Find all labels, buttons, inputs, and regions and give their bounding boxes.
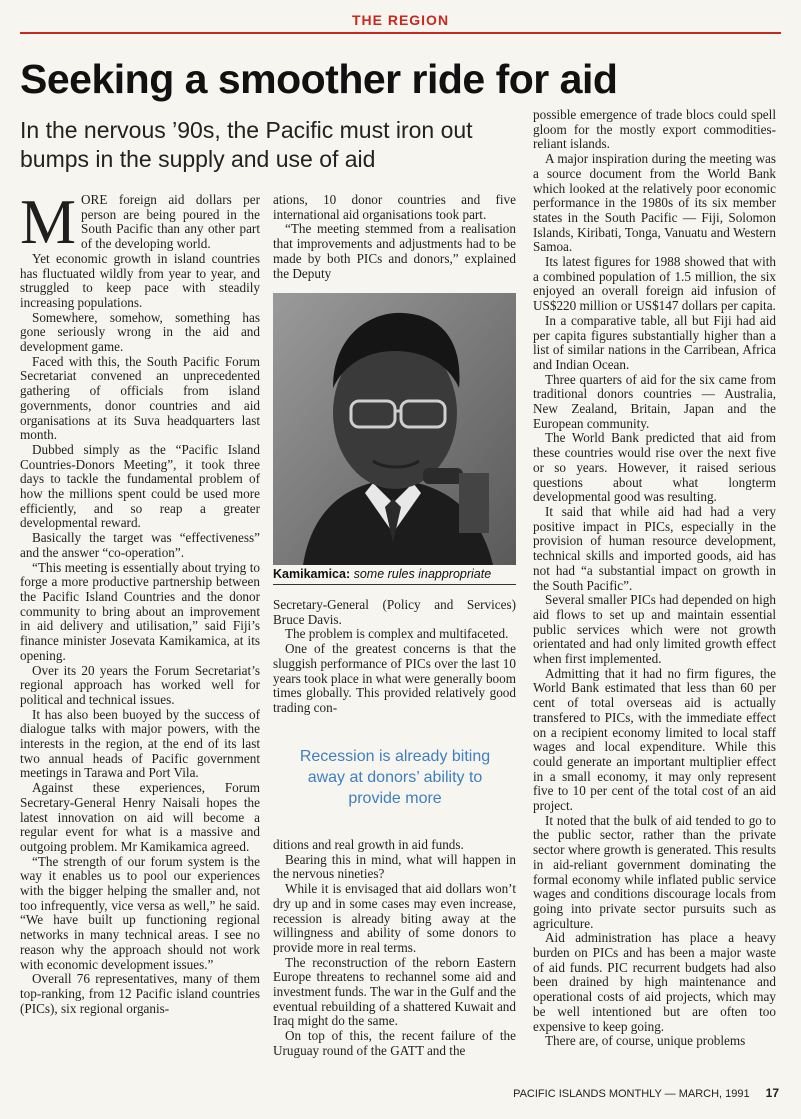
paragraph: Its latest figures for 1988 showed that with a combined population of 1.5 million, the six enjoyed an overall foreign aid infusion of US$220 million or US$147 dollars per capita.: [533, 254, 776, 314]
paragraph: The World Bank predicted that aid from these countries would rise over the next five or so years. However, it raised serious questions about what longterm developmental good was resulting.: [533, 430, 776, 505]
column-2-bottom: [273, 838, 516, 1059]
section-label: THE REGION: [351, 12, 450, 28]
column-2-bottom-body: [273, 838, 516, 1059]
paragraph: “This meeting is essentially about trying to forge a more productive partnership between the Pacific Island Countries and the donor community to bring about an improvement in aid delivery and utilisation,” said Fiji’s finance minister Josevata Kamikamica, at its opening.: [20, 559, 260, 663]
paragraph: ditions and real growth in aid funds.: [273, 837, 464, 852]
paragraph: Yet economic growth in island countries has fluctuated wildly from year to year, and struggled to keep pace with steadily increasing populations.: [20, 250, 260, 310]
lead-paragraph: [20, 187, 260, 257]
paragraph: It has also been buoyed by the success of dialogue talks with major powers, with the interests in the region, at the end of its last two annual heads of Pacific government meetings in Tarawa and Port Vila.: [20, 706, 260, 781]
column-3-body: [533, 108, 776, 1049]
paragraph: The reconstruction of the reborn Eastern Europe threatens to rechannel some aid and investment funds. The war in the Gulf and the eventual rebuilding of a shattered Kuwait and Iraq might do the same.: [273, 954, 516, 1029]
pull-quote: Recession is already biting away at donors’ ability to provide more: [299, 748, 491, 807]
paragraph: Over its 20 years the Forum Secretariat’s regional approach has worked well for political and technical issues.: [20, 662, 260, 707]
paragraph: While it is envisaged that aid dollars won’t dry up and in some cases may even increase, recession is already biting away at the willingness and ability of some donors to provide more in real terms.: [273, 881, 516, 955]
page-footer: [513, 1086, 779, 1100]
paragraph: It said that while aid had had a very positive impact in PICs, especially in the provision of human resource development, technical skills and imported goods, aid has not had “a substantial impact on growth in the South Pacific”.: [533, 503, 776, 593]
paragraph: “The meeting stemmed from a realisation that improvements and adjustments had to be made by both PICs and donors,” explained the Deputy: [273, 221, 516, 281]
portrait-photo: [273, 293, 516, 565]
paragraph: Secretary-General (Policy and Services) Bruce Davis.: [273, 597, 516, 627]
lead-rest: person are being poured in the South Pacific than any other part of the developing world.: [81, 206, 260, 252]
caption-name: Kamikamica:: [273, 567, 351, 581]
paragraph: Admitting that it had no firm figures, the World Bank estimated that less than 60 per cent of total overseas aid is actually transfered to PICs, with the immediate effect on a recipient economy limited to local staff wages and local expenditure. While this could generate an important multiplier effect in a small economy, it may only represent five to 10 per cent of the total cost of an aid project.: [533, 665, 776, 814]
paragraph: In a comparative table, all but Fiji had aid per capita figures substantially higher than a list of similar nations in the Carribean, Africa and Indian Ocean.: [533, 312, 776, 372]
column-1-body: [20, 252, 260, 1017]
paragraph: ations, 10 donor countries and five international aid organisations took part.: [273, 192, 516, 222]
column-2: [273, 193, 516, 281]
paragraph: “The strength of our forum system is the way it enables us to pool our experiences with the bigger helping the smaller and, not too infrequently, vice versa as well,” he said. “We have built up functioning regional networks in many technical areas. I see no reason why the approach should not work with economic development issues.”: [20, 853, 260, 972]
paragraph: Basically the target was “effectiveness” and the answer “co-operation”.: [20, 530, 260, 560]
paragraph: Overall 76 representatives, many of them top-ranking, from 12 Pacific island countries (PICs), six regional organis-: [20, 971, 260, 1016]
paragraph: On top of this, the recent failure of the Uruguay round of the GATT and the: [273, 1028, 516, 1058]
section-rule: [20, 32, 781, 34]
column-3: [533, 108, 776, 1049]
column-2-top: [273, 193, 516, 281]
paragraph: Dubbed simply as the “Pacific Island Countries-Donors Meeting”, it took three days to tackle the fundamental problem of how the millions spent could be used more efficiently, and so reap a greater developmental reward.: [20, 441, 260, 531]
column-2-middle: [273, 598, 516, 716]
column-1: [20, 187, 260, 1016]
lead-caps: ORE foreign aid dollars per: [81, 192, 260, 207]
paragraph: Aid administration has place a heavy burden on PICs and has been a major waste of aid funds. PIC recurrent budgets had also been drained by high maintenance and operational costs of aid projects, which may be well intentioned but are often too expensive to keep going.: [533, 930, 776, 1034]
page-number: 17: [765, 1086, 779, 1100]
paragraph: possible emergence of trade blocs could spell gloom for the mostly export commodities-reliant islands.: [533, 107, 776, 152]
paragraph: It noted that the bulk of aid tended to go to the public sector, rather than the private sector where growth is generated. This results in aid-reliant government dominating the formal economy while inflated public service wages and conditions discourage locals from going into private sector pursuits such as agriculture.: [533, 812, 776, 931]
paragraph: Several smaller PICs had depended on high aid flows to set up and maintain essential public services which were not growth orientated and had only limited growth effect when first implemented.: [533, 592, 776, 667]
portrait-image: [273, 293, 516, 565]
deck: In the nervous ’90s, the Pacific must iron out bumps in the supply and use of aid: [20, 117, 473, 172]
paragraph: There are, of course, unique problems: [545, 1033, 746, 1049]
paragraph: Bearing this in mind, what will happen in the nervous nineties?: [273, 851, 516, 882]
paragraph: A major inspiration during the meeting was a source document from the World Bank which looked at the relatively poor economic performance in the 1980s of its six member states in the South Pacific — Fiji, Solomon Islands, Kiribati, Tonga, Vanuatu and Western Samoa.: [533, 151, 776, 255]
paragraph: One of the greatest concerns is that the sluggish performance of PICs over the last 10 years took place in what were generally boom times globally. This provided relatively good trading con-: [273, 641, 516, 715]
paragraph: The problem is complex and multifaceted.: [285, 626, 509, 642]
paragraph: Somewhere, somehow, something has gone seriously wrong in the aid and development game.: [20, 309, 260, 355]
paragraph: Faced with this, the South Pacific Forum Secretariat convened an unprecedented gathering of officials from island governments, donor countries and aid organisations at its Suva headquarters last month.: [20, 353, 260, 443]
column-2-middle-body: [273, 598, 516, 716]
headline: Seeking a smoother ride for aid: [20, 56, 618, 102]
drop-cap: M: [20, 187, 77, 257]
photo-caption: [273, 567, 516, 585]
caption-text: some rules inappropriate: [353, 567, 492, 581]
publication-line: PACIFIC ISLANDS MONTHLY — MARCH, 1991: [513, 1088, 750, 1100]
paragraph: Three quarters of aid for the six came from traditional donors countries — Australia, New Zealand, Britain, Japan and the European community.: [533, 371, 776, 431]
paragraph: Against these experiences, Forum Secretary-General Henry Naisali hopes the latest innovation on aid will become a regular event for what is a massive and outgoing problem. Mr Kamikamica agreed.: [20, 780, 260, 854]
